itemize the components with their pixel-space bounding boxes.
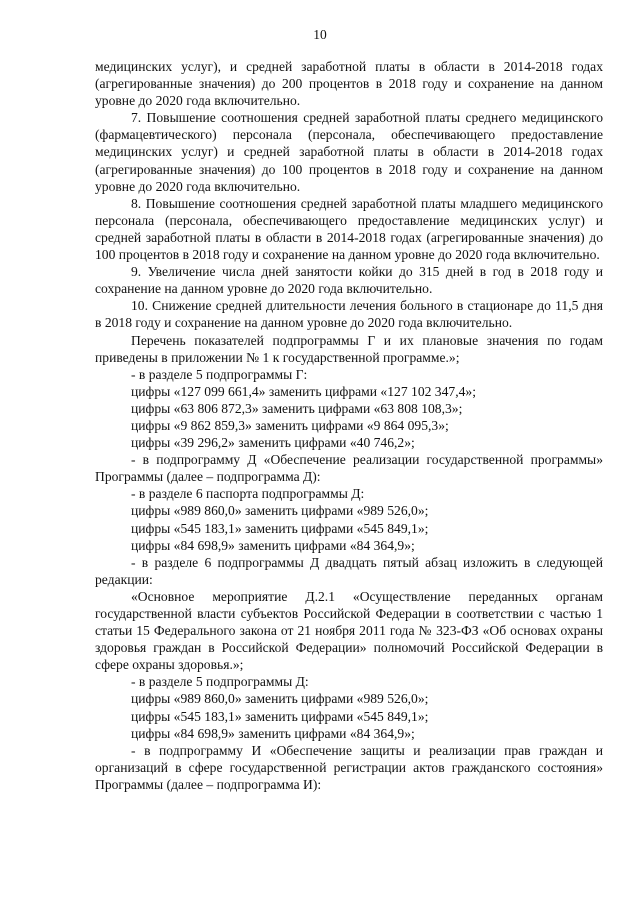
paragraph-item-8: 8. Повышение соотношения средней заработной платы младшего медицинского персонала (персонала, обеспечивающего предоставление медицинских услуг) и средней заработной платы в области в 2014-2018 годах (агрегированные значения) до 100 процентов в 2018 году и сохранение на данном уровне до 2020 года включительно. [95, 195, 603, 263]
paragraph-figures-g-2: цифры «63 806 872,3» заменить цифрами «63 808 108,3»; [131, 400, 463, 416]
paragraph-item-9: 9. Увеличение числа дней занятости койки до 315 дней в год в 2018 году и сохранение на данном уровне до 2020 года включительно. [95, 264, 603, 297]
paragraph-indicators-list: Перечень показателей подпрограммы Г и их плановые значения по годам приведены в приложении № 1 к государственной программе.»; [95, 332, 603, 365]
paragraph-figures-d-5: цифры «545 183,1» заменить цифрами «545 849,1»; [131, 708, 429, 724]
paragraph-continuation: медицинских услуг), и средней заработной платы в области в 2014-2018 годах (агрегированные значения) до 200 процентов в 2018 году и сохранение на данном уровне до 2020 года включительно. [95, 59, 603, 109]
page-number: 10 [313, 27, 327, 42]
paragraph-figures-d-2: цифры «545 183,1» заменить цифрами «545 849,1»; [131, 520, 429, 536]
paragraph-figures-d-1: цифры «989 860,0» заменить цифрами «989 526,0»; [131, 503, 429, 519]
paragraph-figures-d-6: цифры «84 698,9» заменить цифрами «84 364,9»; [131, 725, 415, 741]
paragraph-passport-d: - в разделе 6 паспорта подпрограммы Д: [131, 486, 365, 502]
paragraph-item-10: 10. Снижение средней длительности лечения больного в стационаре до 11,5 дня в 2018 году и сохранение на данном уровне до 2020 года включительно. [95, 298, 603, 331]
paragraph-section-5-g: - в разделе 5 подпрограммы Г: [131, 366, 308, 382]
document-body [95, 58, 603, 793]
paragraph-figures-g-4: цифры «39 296,2» заменить цифрами «40 746,2»; [131, 435, 415, 451]
paragraph-figures-g-3: цифры «9 862 859,3» заменить цифрами «9 864 095,3»; [131, 417, 449, 433]
paragraph-figures-d-4: цифры «989 860,0» заменить цифрами «989 526,0»; [131, 691, 429, 707]
paragraph-main-measure-d: «Основное мероприятие Д.2.1 «Осуществление переданных органам государственной власти субъектов Российской Федерации в соответствии с частью 1 статьи 15 Федерального закона от 21 ноября 2011 года № 323-ФЗ «Об основах охраны здоровья граждан в Российской Федерации» полномочий Российской Федерации в сфере охраны здоровья.»; [95, 588, 603, 673]
paragraph-subprogram-d: - в подпрограмму Д «Обеспечение реализации государственной программы» Программы (далее – подпрограмма Д): [95, 452, 603, 485]
paragraph-figures-g-1: цифры «127 099 661,4» заменить цифрами «127 102 347,4»; [131, 383, 476, 399]
paragraph-section-5-d: - в разделе 5 подпрограммы Д: [131, 674, 309, 690]
paragraph-item-7: 7. Повышение соотношения средней заработной платы среднего медицинского (фармацевтического) персонала (персонала, обеспечивающего предоставление медицинских услуг) и средней заработной платы в области в 2014-2018 годах (агрегированные значения) до 100 процентов в 2018 году и сохранение на данном уровне до 2020 года включительно. [95, 110, 603, 194]
paragraph-section-6-d: - в разделе 6 подпрограммы Д двадцать пятый абзац изложить в следующей редакции: [95, 554, 603, 587]
paragraph-figures-d-3: цифры «84 698,9» заменить цифрами «84 364,9»; [131, 537, 415, 553]
paragraph-subprogram-i: - в подпрограмму И «Обеспечение защиты и реализации прав граждан и организаций в сфере государственной регистрации актов гражданского состояния» Программы (далее – подпрограмма И): [95, 742, 603, 792]
